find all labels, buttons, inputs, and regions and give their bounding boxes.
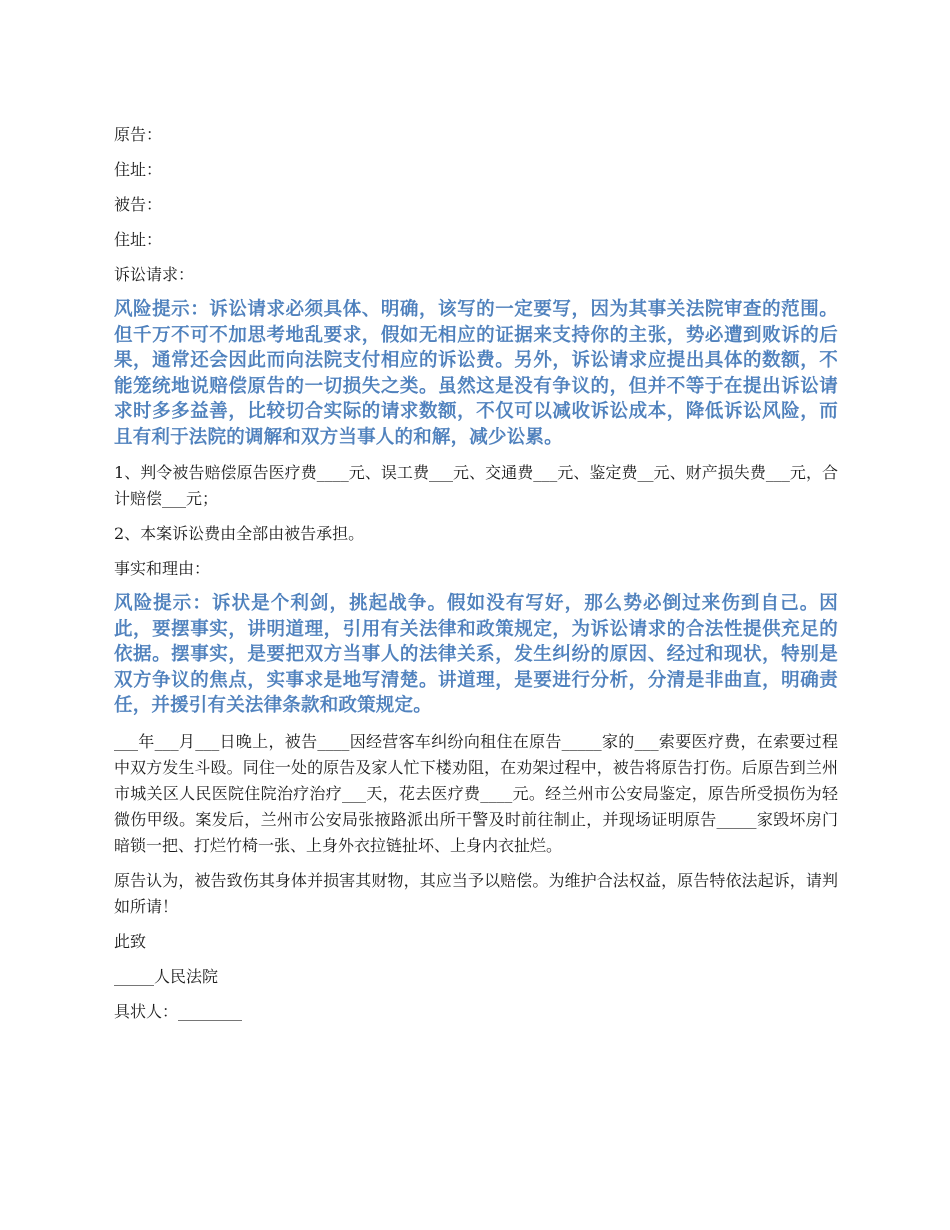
claim-item-1: 1、判令被告赔偿原告医疗费____元、误工费___元、交通费___元、鉴定费__元、财产损失费___元，合计赔偿___元；	[114, 463, 838, 508]
defendant-label: 被告：	[114, 195, 163, 214]
plaintiff-label: 原告：	[114, 125, 163, 144]
claim-item-2: 2、本案诉讼费由全部由被告承担。	[114, 524, 365, 543]
complaint-document	[114, 122, 838, 1034]
defendant-address-label: 住址：	[114, 230, 163, 249]
closing-court: _____人民法院	[114, 966, 219, 986]
claims-risk-note: 风险提示：诉讼请求必须具体、明确，该写的一定要写，因为其事关法院审查的范围。但千万不可不加思考地乱要求，假如无相应的证据来支持你的主张，势必遭到败诉的后果，通常还会因此而向法院支付相应的诉讼费。另外，诉讼请求应提出具体的数额，不能笼统地说赔偿原告的一切损失之类。虽然这是没有争议的，但并不等于在提出诉讼请求时多多益善，比较切合实际的请求数额，不仅可以减收诉讼成本，降低诉讼风险，而且有利于法院的调解和双方当事人的和解，减少讼累。	[114, 299, 838, 448]
facts-conclusion: 原告认为，被告致伤其身体并损害其财物，其应当予以赔偿。为维护合法权益，原告特依法起诉，请判如所请！	[114, 870, 838, 916]
plaintiff-address-label: 住址：	[114, 160, 163, 179]
closing-signer: 具状人：________	[114, 1001, 243, 1021]
facts-narrative: ___年___月___日晚上，被告____因经营客车纠纷向租住在原告_____家的___索要医疗费，在索要过程中双方发生斗殴。同住一处的原告及家人忙下楼劝阻，在劝架过程中，被告将原告打伤。后原告到兰州市城关区人民医院住院治疗治疗___天，花去医疗费____元。经兰州市公安局鉴定，原告所受损伤为轻微伤甲级。案发后，兰州市公安局张掖路派出所干警及时前往制止，并现场证明原告_____家毁坏房门暗锁一把、打烂竹椅一张、上身外衣拉链扯坏、上身内衣扯烂。	[114, 731, 838, 855]
claims-heading: 诉讼请求：	[114, 265, 195, 284]
closing-salutation: 此致	[114, 931, 147, 951]
facts-heading: 事实和理由：	[114, 559, 211, 578]
facts-risk-note: 风险提示：诉状是个利剑，挑起战争。假如没有写好，那么势必倒过来伤到自己。因此，要摆事实，讲明道理，引用有关法律和政策规定，为诉讼请求的合法性提供充足的依据。摆事实，是要把双方当事人的法律关系，发生纠纷的原因、经过和现状，特别是双方争议的焦点，实事求是地写清楚。讲道理，是要进行分析，分清是非曲直，明确责任，并援引有关法律条款和政策规定。	[114, 593, 838, 716]
